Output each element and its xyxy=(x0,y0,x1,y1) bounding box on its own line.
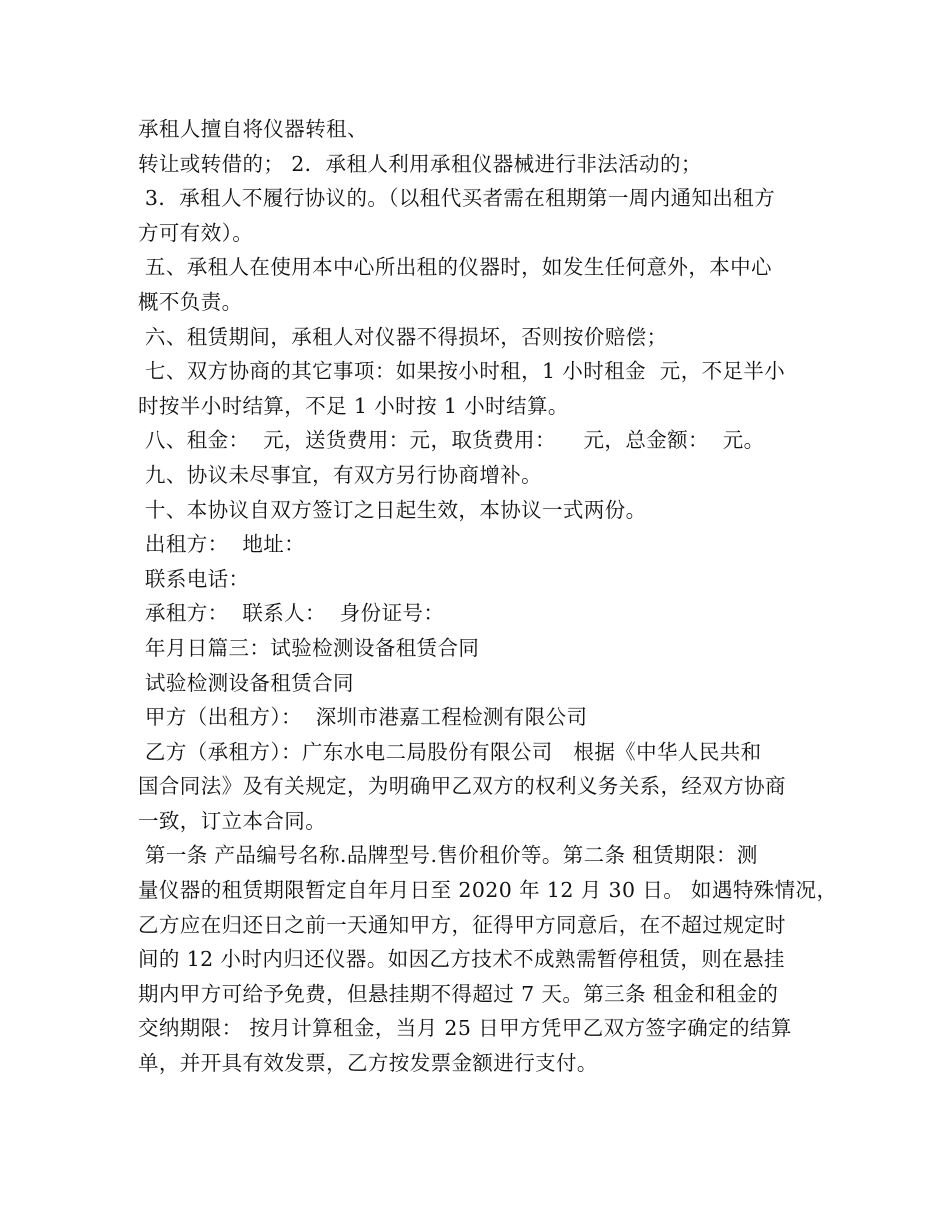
text-line: 单，并开具有效发票，乙方按发票金额进行支付。 xyxy=(138,1051,598,1076)
text-line: 量仪器的租赁期限暂定自年月日至 2020 年 12 月 30 日。 如遇特殊情况， xyxy=(138,878,838,903)
text-line: 十、本协议自双方签订之日起生效，本协议一式两份。 xyxy=(138,497,647,522)
text-line: 试验检测设备租赁合同 xyxy=(138,670,354,695)
text-line: 3．承租人不履行协议的。（以租代买者需在租期第一周内通知出租方 xyxy=(138,186,776,211)
text-line: 国合同法》及有关规定，为明确甲乙双方的权利义务关系，经双方协商 xyxy=(138,774,786,799)
document-body xyxy=(138,112,838,1081)
text-line: 间的 12 小时内归还仪器。如因乙方技术不成熟需暂停租赁，则在悬挂 xyxy=(138,947,785,972)
text-line: 交纳期限： 按月计算租金，当月 25 日甲方凭甲乙双方签字确定的结算 xyxy=(138,1016,792,1041)
text-line: 年月日篇三：试验检测设备租赁合同 xyxy=(138,635,480,660)
text-line: 出租方： 地址： xyxy=(138,532,306,557)
text-line: 一致，订立本合同。 xyxy=(138,808,327,833)
text-line: 乙方应在归还日之前一天通知甲方，征得甲方同意后，在不超过规定时 xyxy=(138,912,786,937)
text-line: 承租方： 联系人： 身份证号： xyxy=(138,601,445,626)
text-line: 甲方（出租方）： 深圳市港嘉工程检测有限公司 xyxy=(138,705,588,730)
text-line: 时按半小时结算，不足 1 小时按 1 小时结算。 xyxy=(138,393,569,418)
text-line: 承租人擅自将仪器转租、 xyxy=(138,117,368,141)
text-line: 六、租赁期间，承租人对仪器不得损坏，否则按价赔偿； xyxy=(138,324,668,349)
text-line: 八、租金： 元，送货费用：元，取货费用： 元，总金额： 元。 xyxy=(138,428,765,453)
text-line: 期内甲方可给予免费，但悬挂期不得超过 7 天。第三条 租金和租金的 xyxy=(138,981,779,1006)
text-line: 方可有效）。 xyxy=(138,220,254,245)
text-line: 转让或转借的； 2．承租人利用承租仪器械进行非法活动的； xyxy=(138,151,702,176)
text-line: 第一条 产品编号名称.品牌型号.售价租价等。第二条 租赁期限：测 xyxy=(138,843,758,868)
text-line: 联系电话： xyxy=(138,566,250,591)
text-line: 概不负责。 xyxy=(138,289,243,314)
text-line: 九、协议未尽事宜，有双方另行协商增补。 xyxy=(138,462,543,487)
text-line: 乙方（承租方）：广东水电二局股份有限公司 根据《中华人民共和 xyxy=(138,739,762,764)
text-line: 七、双方协商的其它事项：如果按小时租，1 小时租金 元，不足半小 xyxy=(138,359,786,384)
text-line: 五、承租人在使用本中心所出租的仪器时，如发生任何意外，本中心 xyxy=(138,255,772,280)
